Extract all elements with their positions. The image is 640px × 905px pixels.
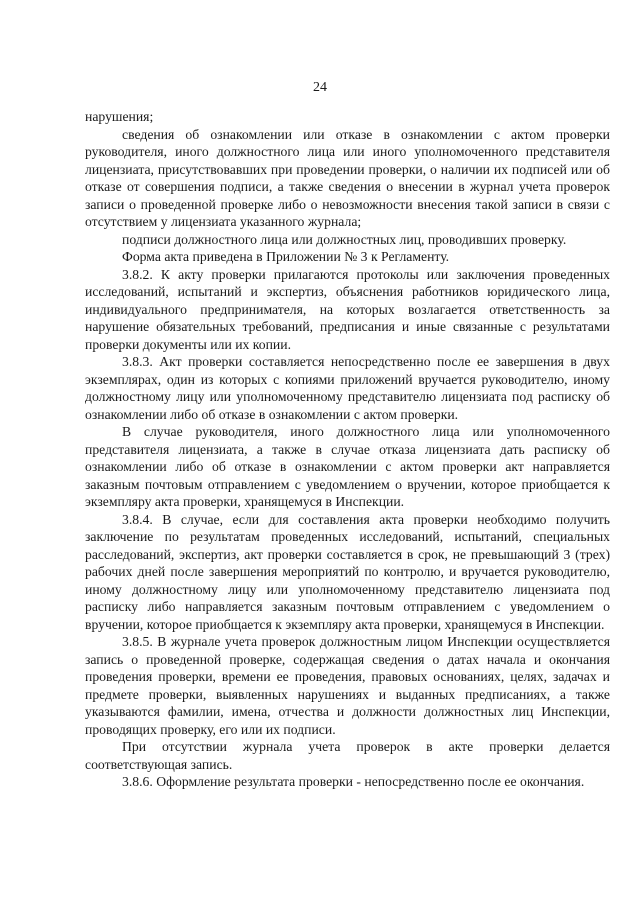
page-number: 24 bbox=[313, 80, 327, 95]
paragraph: Форма акта приведена в Приложении № 3 к Регламенту. bbox=[122, 249, 450, 264]
paragraph: 3.8.5. В журнале учета проверок должностным лицом Инспекции осуществляется запись о проведенной проверке, содержащая сведения о датах начала и окончания проведения проверки, времени ее проведения, правовых основаниях, целях, задачах и предмете проверки, выявленных нарушениях и выданных предписаниях, а также указываются фамилии, имена, отчества и должности должностных лиц Инспекции, проводящих проверку, его или их подписи. bbox=[85, 634, 610, 737]
paragraph: В случае руководителя, иного должностного лица или уполномоченного представителя лицензиата, а также в случае отказа лицензиата дать расписку об ознакомлении либо об отказе в ознакомлении с актом проверки акт направляется заказным почтовым отправлением с уведомлением о вручении, которое приобщается к экземпляру акта проверки, хранящемуся в Инспекции. bbox=[85, 424, 610, 509]
paragraph: 3.8.2. К акту проверки прилагаются протоколы или заключения проведенных исследований, испытаний и экспертиз, объяснения работников юридического лица, индивидуального предпринимателя, на которых возлагается ответственность за нарушение обязательных требований, предписания и иные связанные с результатами проверки документы или их копии. bbox=[85, 266, 610, 352]
paragraph: нарушения; bbox=[85, 109, 154, 124]
paragraph: При отсутствии журнала учета проверок в акте проверки делается соответствующая запись. bbox=[85, 739, 610, 772]
paragraph: 3.8.4. В случае, если для составления акта проверки необходимо получить заключение по результатам проведенных исследований, испытаний, специальных расследований, экспертиз, акт проверки составляется в срок, не превышающий 3 (трех) рабочих дней после завершения мероприятий по контролю, и вручается руководителю, иному должностному лицу или уполномоченному представителю лицензиата под расписку либо направляется заказным почтовым отправлением с уведомлением о вручении, которое приобщается к экземпляру акта проверки, хранящемуся в Инспекции. bbox=[85, 511, 610, 632]
paragraph: подписи должностного лица или должностных лиц, проводивших проверку. bbox=[122, 231, 567, 247]
document-body bbox=[85, 108, 610, 791]
paragraph: 3.8.6. Оформление результата проверки - непосредственно после ее окончания. bbox=[122, 774, 585, 789]
paragraph: сведения об ознакомлении или отказе в ознакомлении с актом проверки руководителя, иного должностного лица или иного уполномоченного представителя лицензиата, присутствовавших при проведении проверки, о наличии их подписей или об отказе от совершения подписи, а также сведения о внесении в журнал учета проверок записи о проведенной проверке либо о невозможности внесения такой записи в связи с отсутствием у лицензиата указанного журнала; bbox=[85, 126, 610, 229]
paragraph: 3.8.3. Акт проверки составляется непосредственно после ее завершения в двух экземплярах, один из которых с копиями приложений вручается руководителю, иному должностному лицу или уполномоченному представителю лицензиата под расписку об ознакомлении либо об отказе в ознакомлении с актом проверки. bbox=[85, 354, 610, 422]
